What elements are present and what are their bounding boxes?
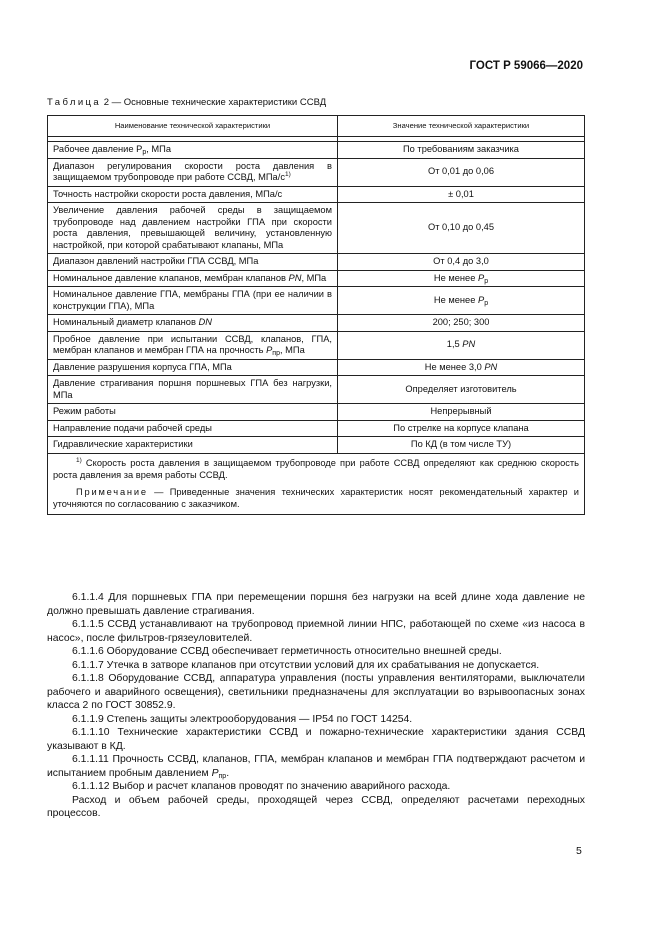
table-row: Давление разрушения корпуса ГПА, МПа Не менее 3,0 PN: [48, 359, 585, 376]
footnote-mark: 1): [76, 456, 82, 464]
spec-table: [47, 115, 585, 515]
note-label: Примечание: [76, 486, 148, 497]
row-name: Давление разрушения корпуса ГПА, МПа: [48, 359, 338, 376]
table-footnote-row: [48, 453, 585, 514]
paragraph: 6.1.1.12 Выбор и расчет клапанов проводят по значению аварийного расхода.: [72, 781, 451, 792]
table-row: [48, 254, 585, 271]
table-row: [48, 186, 585, 203]
row-value: От 0,01 до 0,06: [338, 158, 585, 186]
row-name: Режим работы: [48, 404, 338, 421]
row-value: 1,5: [446, 339, 463, 350]
row-name: Рабочее давление P: [53, 144, 143, 154]
row-name: Пробное давление при испытании ССВД, клапанов, ГПА, мембран клапанов и мембран ГПА на прочность: [53, 333, 332, 355]
page-number: 5: [576, 845, 582, 857]
row-value: От 0,10 до 0,45: [338, 203, 585, 254]
table-row: [48, 404, 585, 421]
body-text: [47, 591, 585, 821]
row-name: Номинальный диаметр клапанов: [53, 317, 199, 327]
table-footnote: $^{1)}$ Скорость роста давления в защищаемом трубопроводе при работе ССВД определяют как среднюю скорость роста давления за время работы ССВД.: [53, 456, 579, 480]
row-value: Не менее: [433, 272, 478, 283]
paragraph: 6.1.1.9 Степень защиты электрооборудования — IP54 по ГОСТ 14254.: [72, 713, 413, 725]
header-value-col: Значение технической характеристики: [338, 116, 585, 137]
table-row: Пробное давление при испытании ССВД, клапанов, ГПА, мембран клапанов и мембран ГПА на прочность $P_{пр}$, МПа 1,5 PN: [48, 331, 585, 359]
table-row: Номинальное давление ГПА, мембраны ГПА (при ее наличии в конструкции ГПА), МПа Не менее $P_р$: [48, 287, 585, 315]
document-code: ГОСТ Р 59066—2020: [469, 60, 583, 72]
paragraph: 6.1.1.7 Утечка в затворе клапанов при отсутствии условий для их срабатывания не допускается.: [72, 659, 540, 671]
table-row: [48, 437, 585, 454]
paragraph: 6.1.1.11 Прочность ССВД, клапанов, ГПА, мембран клапанов и мембран ГПА подтверждают расчетом и испытанием пробным давлением $P_{пр}$.: [47, 754, 585, 780]
row-name: Диапазон давлений настройки ГПА ССВД, МПа: [48, 254, 338, 271]
row-value: Не менее 3,0: [424, 361, 485, 372]
paragraph: 6.1.1.4 Для поршневых ГПА при перемещении поршня без нагрузки на всей длине хода давление не должно превышать давление страгивания.: [47, 592, 585, 617]
row-value: По КД (в том числе ТУ): [338, 437, 585, 454]
row-value: Определяет изготовитель: [338, 376, 585, 404]
paragraph: 6.1.1.6 Оборудование ССВД обеспечивает герметичность относительно внешней среды.: [72, 646, 502, 657]
row-name: Точность настройки скорости роста давления, МПа/с: [48, 186, 338, 203]
row-value: Непрерывный: [338, 404, 585, 421]
row-name: Гидравлические характеристики: [48, 437, 338, 454]
row-value: От 0,4 до 3,0: [338, 254, 585, 271]
row-name: Увеличение давления рабочей среды в защищаемом трубопроводе над давлением настройки ГПА при скорости роста давления, превышающей величину, установленную настройкой, при которой срабатывают клапаны, МПа: [48, 203, 338, 254]
row-value: По требованиям заказчика: [338, 142, 585, 159]
paragraph: 6.1.1.5 ССВД устанавливают на трубопровод приемной линии НПС, работающей по схеме «из насоса в насос», после фильтров-грязеуловителей.: [47, 619, 585, 644]
row-name: Номинальное давление ГПА, мембраны ГПА (при ее наличии в конструкции ГПА), МПа: [48, 287, 338, 315]
paragraph: Расход и объем рабочей среды, проходящей через ССВД, определяют расчетами переходных процессов.: [47, 794, 585, 819]
paragraph: 6.1.1.8 Оборудование ССВД, аппаратура управления (посты управления вентиляторами, выключатели рабочего и аварийного освещения), светильники предназначены для эксплуатации во взрывоопасных зонах класса 2 по ГОСТ 30852.9.: [47, 673, 585, 711]
table-row: Номинальный диаметр клапанов DN 200; 250; 300: [48, 315, 585, 332]
table-caption-label: Таблица: [47, 97, 102, 108]
row-value: Не менее: [433, 294, 478, 305]
table-caption: [47, 97, 326, 108]
row-value: 200; 250; 300: [338, 315, 585, 332]
table-row: [48, 376, 585, 404]
table-row: [48, 158, 585, 186]
row-name: Номинальное давление клапанов, мембран клапанов: [53, 272, 289, 283]
row-value: ± 0,01: [338, 186, 585, 203]
table-row: Рабочее давление $P_р$, МПа По требованиям заказчика: [48, 142, 585, 159]
row-name: Давление страгивания поршня поршневых ГПА без нагрузки, МПа: [48, 376, 338, 404]
table-note: Примечание — Приведенные значения технических характеристик носят рекомендательный характер и уточняются по согласованию с заказчиком.: [53, 486, 579, 509]
table-header-row: [48, 116, 585, 137]
row-name: Направление подачи рабочей среды: [48, 420, 338, 437]
table-row: Номинальное давление клапанов, мембран клапанов PN, МПа Не менее $P_р$: [48, 270, 585, 287]
row-value: По стрелке на корпусе клапана: [338, 420, 585, 437]
paragraph: 6.1.1.10 Технические характеристики ССВД и пожарно-технические характеристики здания ССВД указывают в КД.: [47, 727, 585, 752]
table-row: [48, 203, 585, 254]
row-name: Диапазон регулирования скорости роста давления в защищаемом трубопроводе при работе ССВД, МПа/с: [53, 160, 332, 182]
header-name-col: Наименование технической характеристики: [48, 116, 338, 137]
table-caption-text: 2 — Основные технические характеристики ССВД: [101, 97, 327, 108]
table-row: [48, 420, 585, 437]
footnote-ref: 1): [284, 171, 291, 178]
